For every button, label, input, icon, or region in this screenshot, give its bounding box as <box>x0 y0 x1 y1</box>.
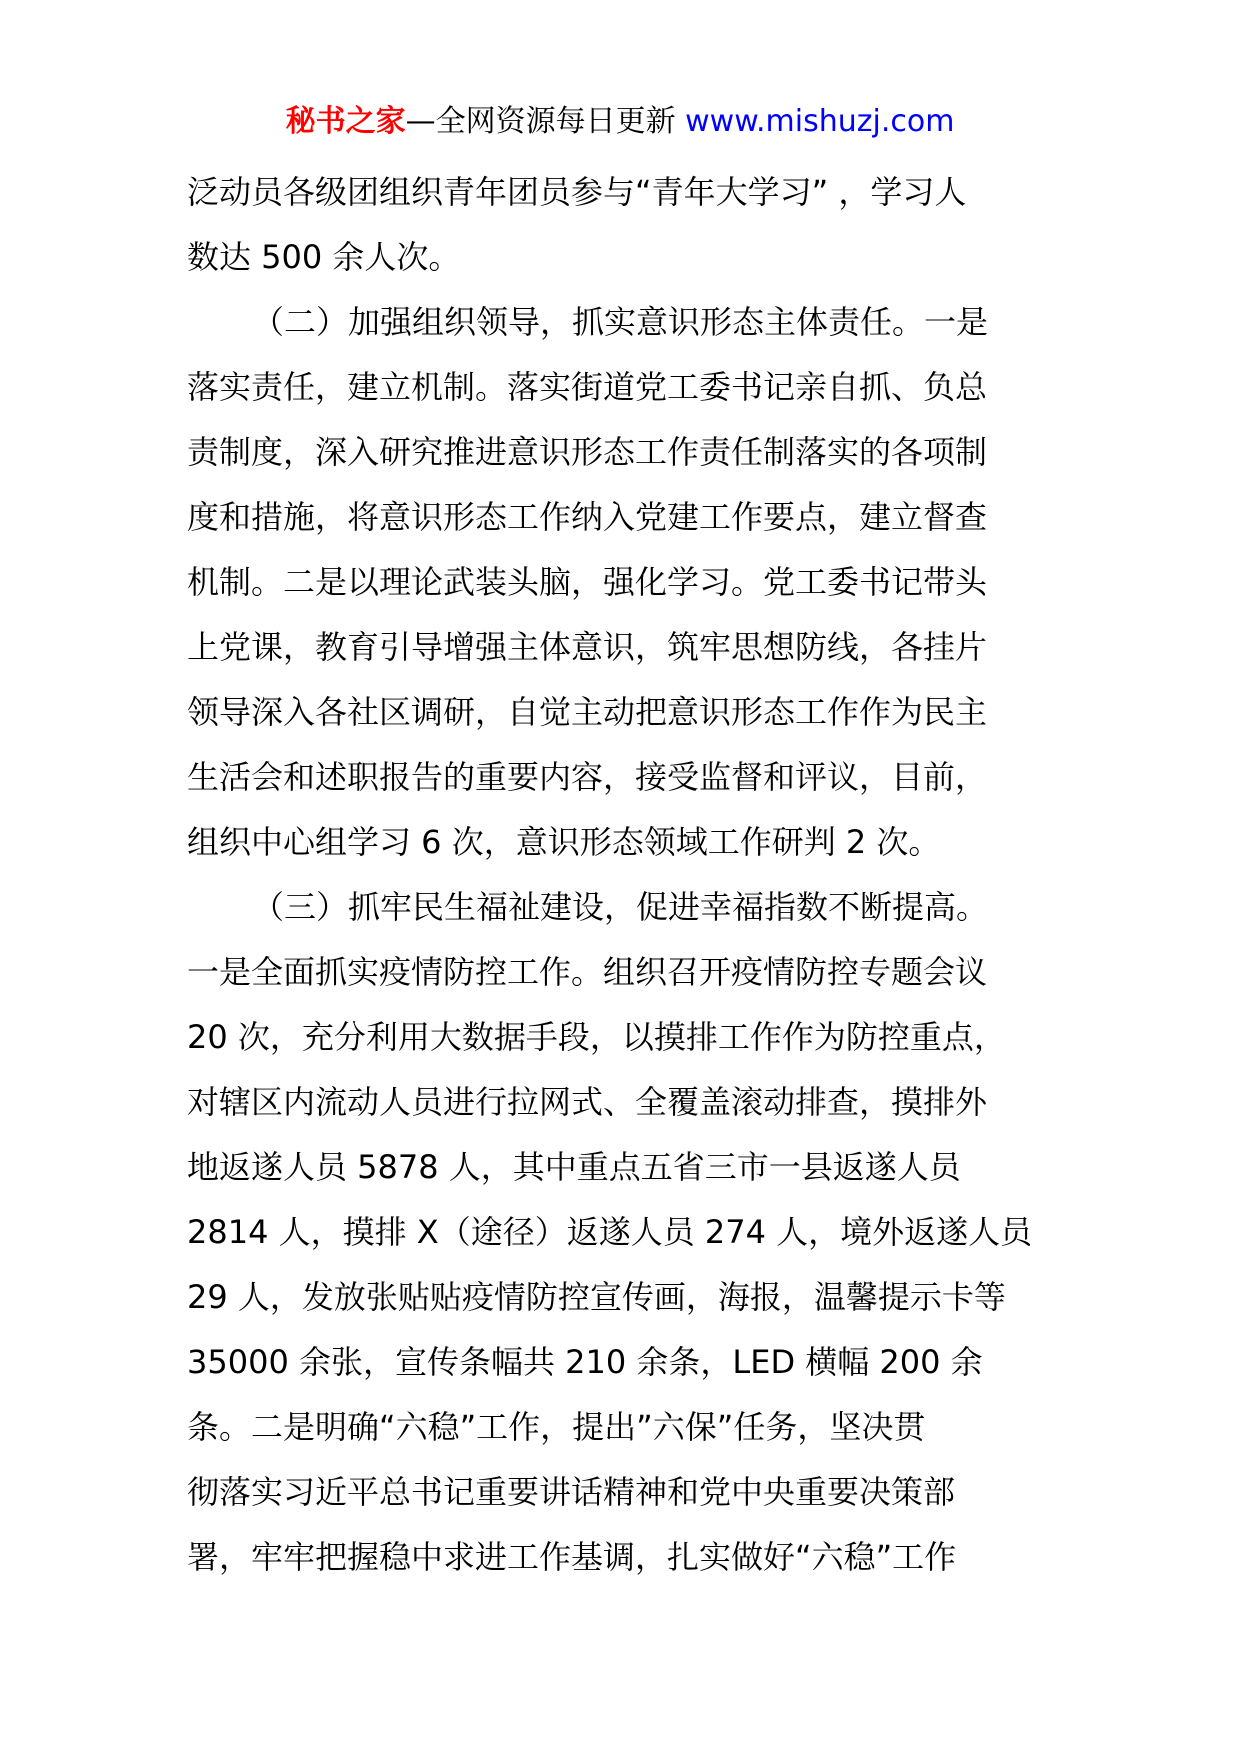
text-line: 地返遂人员 5878 人，其中重点五省三市一县返遂人员 <box>187 1148 961 1186</box>
text-line: 35000 余张，宣传条幅共 210 余条，LED 横幅 200 余 <box>187 1343 983 1381</box>
text-line: 对辖区内流动人员进行拉网式、全覆盖滚动排查，摸排外 <box>187 1083 988 1121</box>
text-line: 29 人，发放张贴贴疫情防控宣传画，海报，温馨提示卡等 <box>187 1278 1006 1316</box>
text-line: 组织中心组学习 6 次，意识形态领域工作研判 2 次。 <box>187 823 941 861</box>
page-header <box>0 102 1240 142</box>
text-line: 生活会和述职报告的重要内容，接受监督和评议，目前， <box>187 758 988 796</box>
document-body <box>187 160 1067 1590</box>
header-slogan: —全网资源每日更新 <box>405 104 676 139</box>
brand-name: 秘书之家 <box>285 104 406 139</box>
section-heading-line: （二）加强组织领导，抓实意识形态主体责任。一是 <box>252 303 989 341</box>
text-line: 领导深入各社区调研，自觉主动把意识形态工作作为民主 <box>187 693 988 731</box>
text-line: 泛动员各级团组织青年团员参与“青年大学习” ，学习人 <box>187 173 967 211</box>
text-line: 署，牢牢把握稳中求进工作基调，扎实做好“六稳”工作 <box>187 1538 957 1576</box>
text-line: 条。二是明确“六稳”工作，提出”六保”任务，坚决贯 <box>187 1408 926 1446</box>
text-line: 一是全面抓实疫情防控工作。组织召开疫情防控专题会议 <box>187 953 988 991</box>
section-heading-line: （三）抓牢民生福祉建设，促进幸福指数不断提高。 <box>252 888 989 926</box>
text-line: 20 次，充分利用大数据手段，以摸排工作作为防控重点， <box>187 1018 1006 1056</box>
text-line: 上党课，教育引导增强主体意识，筑牢思想防线，各挂片 <box>187 628 988 666</box>
text-line: 落实责任，建立机制。落实街道党工委书记亲自抓、负总 <box>187 368 988 406</box>
text-line: 彻落实习近平总书记重要讲话精神和党中央重要决策部 <box>187 1473 956 1511</box>
website-link[interactable]: www.mishuzj.com <box>685 104 955 139</box>
text-line: 数达 500 余人次。 <box>187 238 461 276</box>
text-line: 机制。二是以理论武装头脑，强化学习。党工委书记带头 <box>187 563 988 601</box>
text-line: 责制度，深入研究推进意识形态工作责任制落实的各项制 <box>187 433 988 471</box>
text-line: 度和措施，将意识形态工作纳入党建工作要点，建立督查 <box>187 498 988 536</box>
text-line: 2814 人，摸排 X（途径）返遂人员 274 人，境外返遂人员 <box>187 1213 1033 1251</box>
